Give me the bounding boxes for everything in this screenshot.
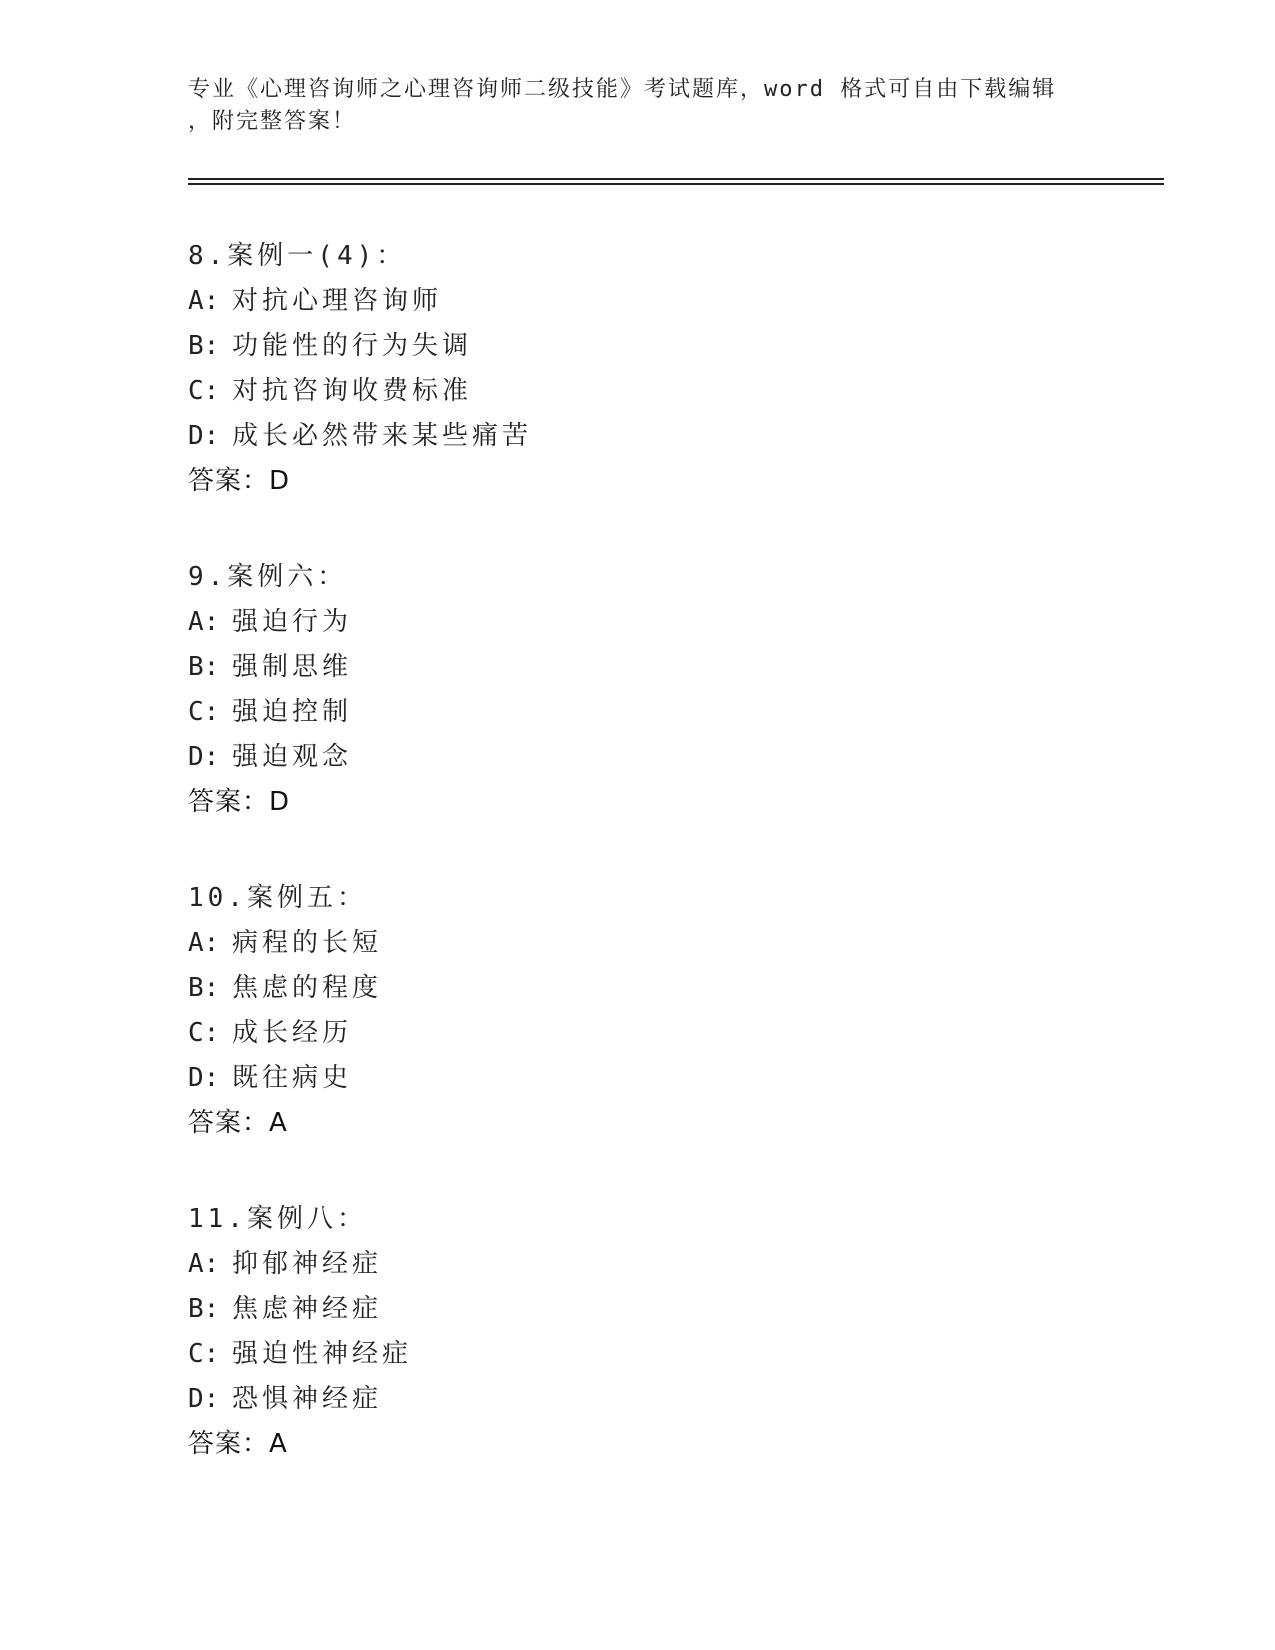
option-letter: A: bbox=[188, 1249, 220, 1279]
header-divider-bottom bbox=[188, 183, 1164, 185]
option-text: 对抗心理咨询师 bbox=[232, 286, 443, 316]
option-a bbox=[188, 279, 1088, 324]
option-letter: B: bbox=[188, 973, 220, 1003]
option-d bbox=[188, 735, 1088, 780]
option-d bbox=[188, 414, 1088, 459]
option-c bbox=[188, 1011, 1088, 1056]
option-text: 强迫行为 bbox=[232, 607, 353, 637]
option-text: 焦虑神经症 bbox=[232, 1294, 383, 1324]
option-letter: D: bbox=[188, 742, 220, 772]
option-letter: B: bbox=[188, 331, 220, 361]
option-letter: C: bbox=[188, 376, 220, 406]
question-title: 11.案例八： bbox=[188, 1204, 367, 1234]
option-letter: D: bbox=[188, 1384, 220, 1414]
option-letter: D: bbox=[188, 1063, 220, 1093]
answer-line: 答案：D bbox=[188, 787, 291, 817]
option-letter: C: bbox=[188, 1339, 220, 1369]
answer-line: 答案：A bbox=[188, 1108, 288, 1138]
question-title: 9.案例六： bbox=[188, 562, 348, 592]
question-block bbox=[188, 234, 1088, 504]
option-b bbox=[188, 645, 1088, 690]
option-text: 强制思维 bbox=[232, 652, 353, 682]
option-text: 焦虑的程度 bbox=[232, 973, 383, 1003]
option-a bbox=[188, 600, 1088, 645]
question-block bbox=[188, 555, 1088, 825]
option-letter: B: bbox=[188, 1294, 220, 1324]
option-text: 既往病史 bbox=[232, 1063, 353, 1093]
option-letter: A: bbox=[188, 286, 220, 316]
option-text: 功能性的行为失调 bbox=[232, 331, 473, 361]
option-letter: A: bbox=[188, 607, 220, 637]
question-block bbox=[188, 1197, 1088, 1467]
header-line-2: ，附完整答案！ bbox=[188, 109, 357, 134]
option-a bbox=[188, 921, 1088, 966]
option-text: 对抗咨询收费标准 bbox=[232, 376, 473, 406]
header-divider-top bbox=[188, 178, 1164, 180]
option-text: 成长必然带来某些痛苦 bbox=[232, 421, 533, 451]
option-a bbox=[188, 1242, 1088, 1287]
option-letter: A: bbox=[188, 928, 220, 958]
option-text: 强迫控制 bbox=[232, 697, 353, 727]
option-c bbox=[188, 1332, 1088, 1377]
option-letter: D: bbox=[188, 421, 220, 451]
option-c bbox=[188, 690, 1088, 735]
question-title: 10.案例五： bbox=[188, 883, 367, 913]
option-letter: C: bbox=[188, 697, 220, 727]
option-text: 抑郁神经症 bbox=[232, 1249, 383, 1279]
option-letter: C: bbox=[188, 1018, 220, 1048]
option-b bbox=[188, 966, 1088, 1011]
question-title: 8.案例一(4)： bbox=[188, 241, 407, 271]
option-text: 强迫观念 bbox=[232, 742, 353, 772]
option-b bbox=[188, 1287, 1088, 1332]
option-d bbox=[188, 1377, 1088, 1422]
option-b bbox=[188, 324, 1088, 369]
answer-line: 答案：A bbox=[188, 1429, 288, 1459]
header-line-1: 专业《心理咨询师之心理咨询师二级技能》考试题库，word 格式可自由下载编辑 bbox=[188, 77, 1057, 102]
option-c bbox=[188, 369, 1088, 414]
document-header bbox=[188, 74, 1088, 138]
option-text: 强迫性神经症 bbox=[232, 1339, 413, 1369]
option-letter: B: bbox=[188, 652, 220, 682]
option-text: 成长经历 bbox=[232, 1018, 353, 1048]
option-d bbox=[188, 1056, 1088, 1101]
answer-line: 答案：D bbox=[188, 466, 291, 496]
option-text: 病程的长短 bbox=[232, 928, 383, 958]
question-block bbox=[188, 876, 1088, 1146]
option-text: 恐惧神经症 bbox=[232, 1384, 383, 1414]
